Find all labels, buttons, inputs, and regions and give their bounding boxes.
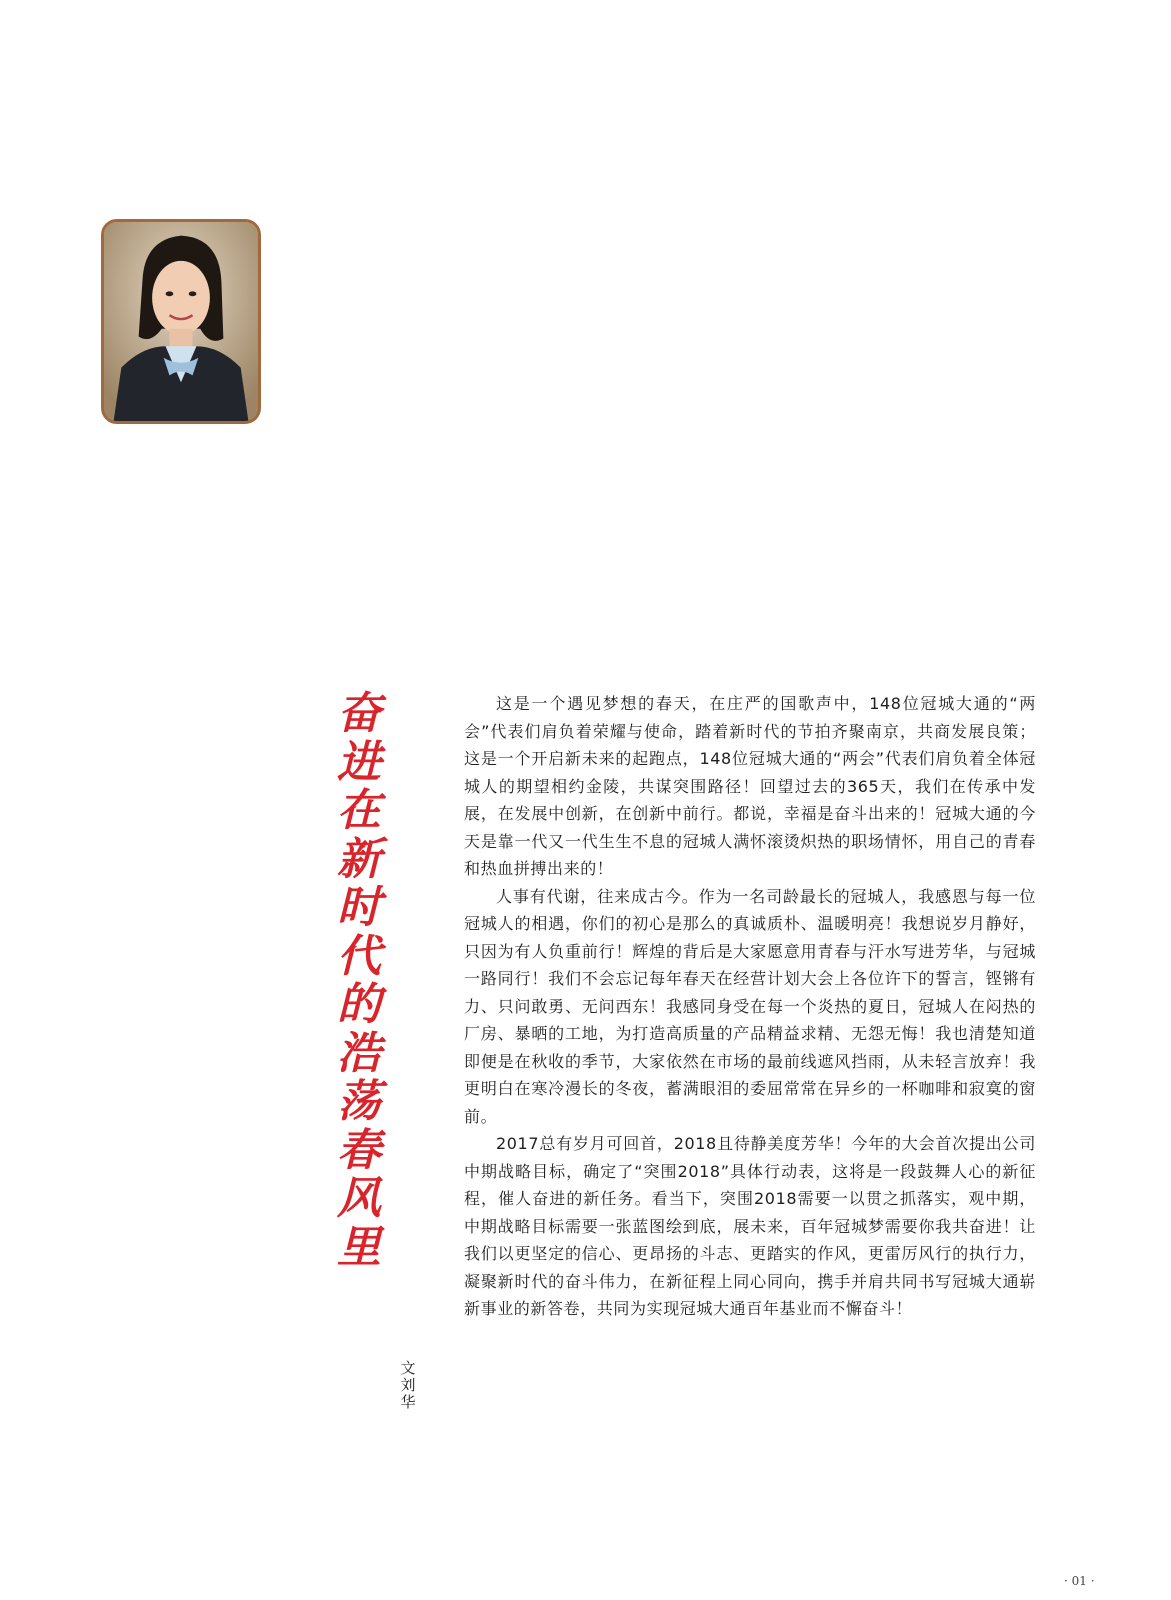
byline-char: 华	[400, 1393, 416, 1411]
portrait-illustration	[104, 222, 258, 421]
page-number: · 01 ·	[1064, 1574, 1095, 1588]
byline-char: 刘	[400, 1376, 416, 1394]
title-char: 风	[337, 1173, 381, 1224]
title-char: 代	[337, 930, 381, 982]
paragraph: 2017总有岁月可回首，2018且待静美度芳华！今年的大会首次提出公司中期战略目标，确定了“突围2018”具体行动表，这将是一段鼓舞人心的新征程，催人奋进的新任务。看当下，突围2018需要一以贯之抓落实，观中期，中期战略目标需要一张蓝图绘到底，展未来，百年冠城梦需要你我共奋进！让我们以更坚定的信心、更昂扬的斗志、更踏实的作风，更雷厉风行的执行力，凝聚新时代的奋斗伟力，在新征程上同心同向，携手并肩共同书写冠城大通崭新事业的新答卷，共同为实现冠城大通百年基业而不懈奋斗！	[464, 1134, 1036, 1318]
title-char: 在	[337, 785, 381, 836]
title-char: 里	[337, 1221, 381, 1273]
article-body	[464, 690, 1036, 1323]
paragraph: 这是一个遇见梦想的春天，在庄严的国歌声中，148位冠城大通的“两会”代表们肩负着荣耀与使命，踏着新时代的节拍齐聚南京，共商发展良策；这是一个开启新未来的起跑点，148位冠城大通的“两会”代表们肩负着全体冠城人的期望相约金陵，共谋突围路径！回望过去的365天，我们在传承中发展，在发展中创新，在创新中前行。都说，幸福是奋斗出来的！冠城大通的今天是靠一代又一代生生不息的冠城人满怀滚烫炽热的职场情怀，用自己的青春和热血拼搏出来的！	[464, 694, 1036, 878]
title-char: 浩	[337, 1027, 381, 1079]
title-char: 时	[337, 882, 381, 933]
title-char: 春	[337, 1124, 381, 1176]
author-portrait	[101, 219, 261, 424]
byline-char: 文	[400, 1359, 416, 1377]
title-char: 进	[337, 736, 381, 788]
title-char: 新	[337, 833, 381, 885]
author-byline	[398, 1360, 418, 1411]
paragraph: 人事有代谢，往来成古今。作为一名司龄最长的冠城人，我感恩与每一位冠城人的相遇，你们的初心是那么的真诚质朴、温暖明亮！我想说岁月静好，只因为有人负重前行！辉煌的背后是大家愿意用青春与汗水写进芳华，与冠城一路同行！我们不会忘记每年春天在经营计划大会上各位许下的誓言，铿锵有力、只问敢勇、无问西东！我感同身受在每一个炎热的夏日，冠城人在闷热的厂房、暴晒的工地，为打造高质量的产品精益求精、无怨无悔！我也清楚知道即便是在秋收的季节，大家依然在市场的最前线遮风挡雨，从未轻言放弃！我更明白在寒冷漫长的冬夜，蓄满眼泪的委屈常常在异乡的一杯咖啡和寂寞的窗前。	[464, 886, 1036, 1126]
title-char: 的	[337, 979, 381, 1030]
title-char: 奋	[337, 688, 381, 739]
title-char: 荡	[337, 1076, 381, 1127]
article-title	[330, 690, 388, 1272]
